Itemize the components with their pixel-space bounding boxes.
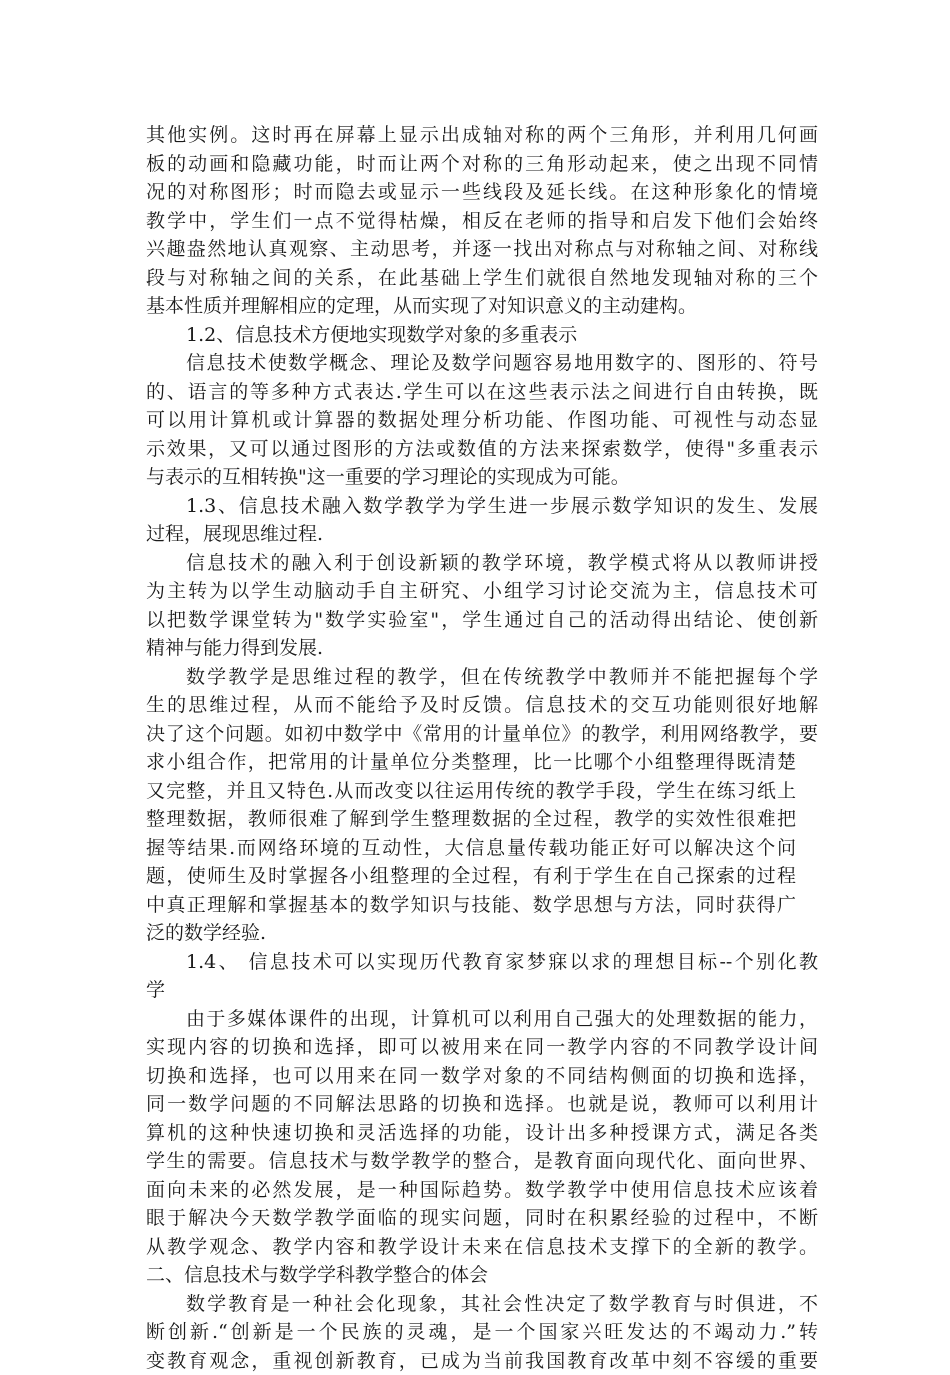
text-line: 为主转为以学生动脑动手自主研究、小组学习讨论交流为主，信息技术可 <box>146 577 818 606</box>
document-page <box>146 121 818 1375</box>
text-line: 决了这个问题。如初中数学中《常用的计量单位》的教学，利用网络教学，要 <box>146 720 818 749</box>
text-line: 变教育观念，重视创新教育，已成为当前我国教育改革中刻不容缓的重要 <box>146 1347 818 1375</box>
text-line: 兴趣盎然地认真观察、主动思考，并逐一找出对称点与对称轴之间、对称线 <box>146 235 818 264</box>
text-line: 题，使师生及时掌握各小组整理的全过程，有利于学生在自己探索的过程 <box>146 862 796 891</box>
text-line: 断创新.“创新是一个民族的灵魂，是一个国家兴旺发达的不竭动力.”转 <box>146 1318 818 1347</box>
text-line: 信息技术的融入利于创设新颖的教学环境，教学模式将从以教师讲授 <box>146 549 818 578</box>
text-line: 段与对称轴之间的关系，在此基础上学生们就很自然地发现轴对称的三个 <box>146 264 818 293</box>
text-line: 的、语言的等多种方式表达.学生可以在这些表示法之间进行自由转换，既 <box>146 378 818 407</box>
text-line: 板的动画和隐藏功能，时而让两个对称的三角形动起来，使之出现不同情 <box>146 150 818 179</box>
text-line: 精神与能力得到发展. <box>146 634 818 663</box>
text-line: 从教学观念、教学内容和教学设计未来在信息技术支撑下的全新的教学。 <box>146 1233 818 1262</box>
text-line: 数学教育是一种社会化现象，其社会性决定了数学教育与时俱进，不 <box>146 1290 818 1319</box>
text-line: 中真正理解和掌握基本的数学知识与技能、数学思想与方法，同时获得广 <box>146 891 796 920</box>
text-line: 以把数学课堂转为"数学实验室"，学生通过自己的活动得出结论、使创新 <box>146 606 818 635</box>
text-line: 1.2、信息技术方便地实现数学对象的多重表示 <box>146 321 818 350</box>
text-line: 数学教学是思维过程的教学，但在传统教学中教师并不能把握每个学 <box>146 663 818 692</box>
text-line: 实现内容的切换和选择，即可以被用来在同一教学内容的不同教学设计间 <box>146 1033 818 1062</box>
text-line: 1.3、信息技术融入数学教学为学生进一步展示数学知识的发生、发展 <box>146 492 818 521</box>
text-line: 又完整，并且又特色.从而改变以往运用传统的教学手段，学生在练习纸上 <box>146 777 796 806</box>
text-line: 握等结果.而网络环境的互动性，大信息量传载功能正好可以解决这个问 <box>146 834 796 863</box>
text-line: 求小组合作，把常用的计量单位分类整理，比一比哪个小组整理得既清楚 <box>146 748 796 777</box>
text-line: 1.4、 信息技术可以实现历代教育家梦寐以求的理想目标--个别化教 <box>146 948 818 977</box>
text-line: 二、信息技术与数学学科教学整合的体会 <box>146 1261 818 1290</box>
text-line: 算机的这种快速切换和灵活选择的功能，设计出多种授课方式，满足各类 <box>146 1119 818 1148</box>
text-line: 生的思维过程，从而不能给予及时反馈。信息技术的交互功能则很好地解 <box>146 691 818 720</box>
text-line: 过程，展现思维过程. <box>146 520 818 549</box>
text-line: 信息技术使数学概念、理论及数学问题容易地用数字的、图形的、符号 <box>146 349 818 378</box>
text-line: 整理数据，教师很难了解到学生整理数据的全过程，教学的实效性很难把 <box>146 805 796 834</box>
text-line: 学 <box>146 976 818 1005</box>
text-line: 示效果，又可以通过图形的方法或数值的方法来探索数学，使得"多重表示 <box>146 435 818 464</box>
text-line: 同一数学问题的不同解法思路的切换和选择。也就是说，教师可以利用计 <box>146 1090 818 1119</box>
text-line: 由于多媒体课件的出现，计算机可以利用自己强大的处理数据的能力， <box>146 1005 818 1034</box>
text-line: 学生的需要。信息技术与数学教学的整合，是教育面向现代化、面向世界、 <box>146 1147 818 1176</box>
text-line: 眼于解决今天数学教学面临的现实问题，同时在积累经验的过程中，不断 <box>146 1204 818 1233</box>
text-line: 况的对称图形；时而隐去或显示一些线段及延长线。在这种形象化的情境 <box>146 178 818 207</box>
text-line: 泛的数学经验. <box>146 919 818 948</box>
text-line: 教学中，学生们一点不觉得枯燥，相反在老师的指导和启发下他们会始终 <box>146 207 818 236</box>
text-line: 切换和选择，也可以用来在同一数学对象的不同结构侧面的切换和选择， <box>146 1062 818 1091</box>
text-line: 可以用计算机或计算器的数据处理分析功能、作图功能、可视性与动态显 <box>146 406 818 435</box>
text-line: 与表示的互相转换"这一重要的学习理论的实现成为可能。 <box>146 463 818 492</box>
text-line: 面向未来的必然发展，是一种国际趋势。数学教学中使用信息技术应该着 <box>146 1176 818 1205</box>
text-line: 基本性质并理解相应的定理，从而实现了对知识意义的主动建构。 <box>146 292 818 321</box>
text-line: 其他实例。这时再在屏幕上显示出成轴对称的两个三角形，并利用几何画 <box>146 121 818 150</box>
